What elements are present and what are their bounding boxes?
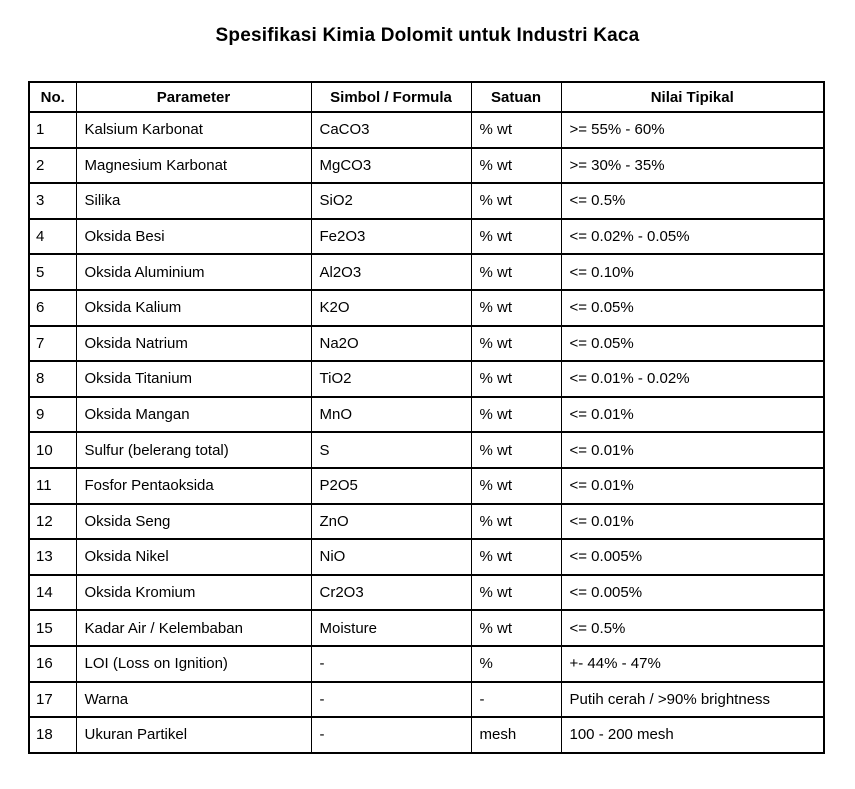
cell-satuan: % wt (471, 112, 561, 148)
table-row (29, 183, 824, 219)
cell-parameter: Kalsium Karbonat (76, 112, 311, 148)
column-header-no: No. (29, 82, 76, 112)
cell-satuan: % wt (471, 610, 561, 646)
table-row (29, 432, 824, 468)
cell-simbol: - (311, 682, 471, 718)
cell-no: 9 (29, 397, 76, 433)
cell-no: 7 (29, 326, 76, 362)
cell-nilai: <= 0.005% (561, 539, 824, 575)
cell-parameter: Silika (76, 183, 311, 219)
cell-parameter: Oksida Kromium (76, 575, 311, 611)
cell-no: 12 (29, 504, 76, 540)
cell-no: 18 (29, 717, 76, 753)
cell-simbol: Fe2O3 (311, 219, 471, 255)
cell-parameter: Fosfor Pentaoksida (76, 468, 311, 504)
cell-no: 6 (29, 290, 76, 326)
cell-no: 2 (29, 148, 76, 184)
cell-parameter: LOI (Loss on Ignition) (76, 646, 311, 682)
cell-simbol: Al2O3 (311, 254, 471, 290)
spec-table (28, 81, 825, 754)
cell-simbol: SiO2 (311, 183, 471, 219)
cell-simbol: NiO (311, 539, 471, 575)
cell-simbol: CaCO3 (311, 112, 471, 148)
cell-simbol: - (311, 646, 471, 682)
cell-satuan: % wt (471, 575, 561, 611)
cell-parameter: Oksida Titanium (76, 361, 311, 397)
cell-nilai: <= 0.02% - 0.05% (561, 219, 824, 255)
cell-satuan: - (471, 682, 561, 718)
table-row (29, 361, 824, 397)
cell-parameter: Magnesium Karbonat (76, 148, 311, 184)
cell-parameter: Oksida Besi (76, 219, 311, 255)
table-row (29, 610, 824, 646)
cell-parameter: Oksida Natrium (76, 326, 311, 362)
cell-parameter: Oksida Seng (76, 504, 311, 540)
cell-no: 10 (29, 432, 76, 468)
cell-nilai: <= 0.01% (561, 468, 824, 504)
table-row (29, 682, 824, 718)
page-title: Spesifikasi Kimia Dolomit untuk Industri Kaca (215, 25, 640, 46)
column-header-parameter: Parameter (76, 82, 311, 112)
cell-simbol: K2O (311, 290, 471, 326)
cell-simbol: Na2O (311, 326, 471, 362)
cell-nilai: >= 30% - 35% (561, 148, 824, 184)
cell-no: 4 (29, 219, 76, 255)
cell-no: 8 (29, 361, 76, 397)
column-header-simbol: Simbol / Formula (311, 82, 471, 112)
cell-nilai: <= 0.01% - 0.02% (561, 361, 824, 397)
table-row (29, 397, 824, 433)
spec-table-body (29, 112, 824, 753)
cell-nilai: <= 0.05% (561, 326, 824, 362)
header-row (29, 82, 824, 112)
table-row (29, 219, 824, 255)
cell-satuan: % wt (471, 326, 561, 362)
spec-table-head (29, 82, 824, 112)
cell-simbol: TiO2 (311, 361, 471, 397)
cell-satuan: % wt (471, 254, 561, 290)
cell-parameter: Oksida Mangan (76, 397, 311, 433)
cell-simbol: ZnO (311, 504, 471, 540)
cell-no: 17 (29, 682, 76, 718)
cell-simbol: Cr2O3 (311, 575, 471, 611)
cell-satuan: % wt (471, 183, 561, 219)
table-row (29, 254, 824, 290)
cell-no: 13 (29, 539, 76, 575)
cell-parameter: Kadar Air / Kelembaban (76, 610, 311, 646)
cell-satuan: mesh (471, 717, 561, 753)
cell-nilai: <= 0.005% (561, 575, 824, 611)
table-row (29, 148, 824, 184)
cell-nilai: Putih cerah / >90% brightness (561, 682, 824, 718)
cell-simbol: MgCO3 (311, 148, 471, 184)
cell-no: 15 (29, 610, 76, 646)
cell-parameter: Warna (76, 682, 311, 718)
cell-no: 14 (29, 575, 76, 611)
cell-satuan: % wt (471, 290, 561, 326)
cell-parameter: Ukuran Partikel (76, 717, 311, 753)
table-row (29, 504, 824, 540)
cell-nilai: <= 0.01% (561, 397, 824, 433)
table-row (29, 539, 824, 575)
cell-satuan: % wt (471, 432, 561, 468)
cell-no: 5 (29, 254, 76, 290)
cell-nilai: >= 55% - 60% (561, 112, 824, 148)
cell-simbol: - (311, 717, 471, 753)
table-row (29, 717, 824, 753)
cell-nilai: <= 0.5% (561, 183, 824, 219)
cell-satuan: % wt (471, 219, 561, 255)
cell-satuan: % wt (471, 361, 561, 397)
cell-nilai: <= 0.10% (561, 254, 824, 290)
cell-no: 1 (29, 112, 76, 148)
cell-parameter: Oksida Aluminium (76, 254, 311, 290)
cell-parameter: Oksida Nikel (76, 539, 311, 575)
cell-satuan: % wt (471, 504, 561, 540)
cell-simbol: S (311, 432, 471, 468)
cell-nilai: 100 - 200 mesh (561, 717, 824, 753)
cell-nilai: <= 0.05% (561, 290, 824, 326)
cell-nilai: +- 44% - 47% (561, 646, 824, 682)
cell-simbol: Moisture (311, 610, 471, 646)
table-row (29, 112, 824, 148)
table-row (29, 326, 824, 362)
table-row (29, 575, 824, 611)
table-row (29, 468, 824, 504)
column-header-satuan: Satuan (471, 82, 561, 112)
cell-no: 16 (29, 646, 76, 682)
table-row (29, 646, 824, 682)
cell-satuan: % wt (471, 397, 561, 433)
cell-no: 11 (29, 468, 76, 504)
table-row (29, 290, 824, 326)
cell-satuan: % wt (471, 468, 561, 504)
cell-parameter: Oksida Kalium (76, 290, 311, 326)
cell-satuan: % (471, 646, 561, 682)
cell-nilai: <= 0.01% (561, 432, 824, 468)
cell-no: 3 (29, 183, 76, 219)
cell-parameter: Sulfur (belerang total) (76, 432, 311, 468)
cell-satuan: % wt (471, 148, 561, 184)
column-header-nilai: Nilai Tipikal (561, 82, 824, 112)
cell-simbol: P2O5 (311, 468, 471, 504)
cell-simbol: MnO (311, 397, 471, 433)
cell-nilai: <= 0.5% (561, 610, 824, 646)
cell-nilai: <= 0.01% (561, 504, 824, 540)
cell-satuan: % wt (471, 539, 561, 575)
